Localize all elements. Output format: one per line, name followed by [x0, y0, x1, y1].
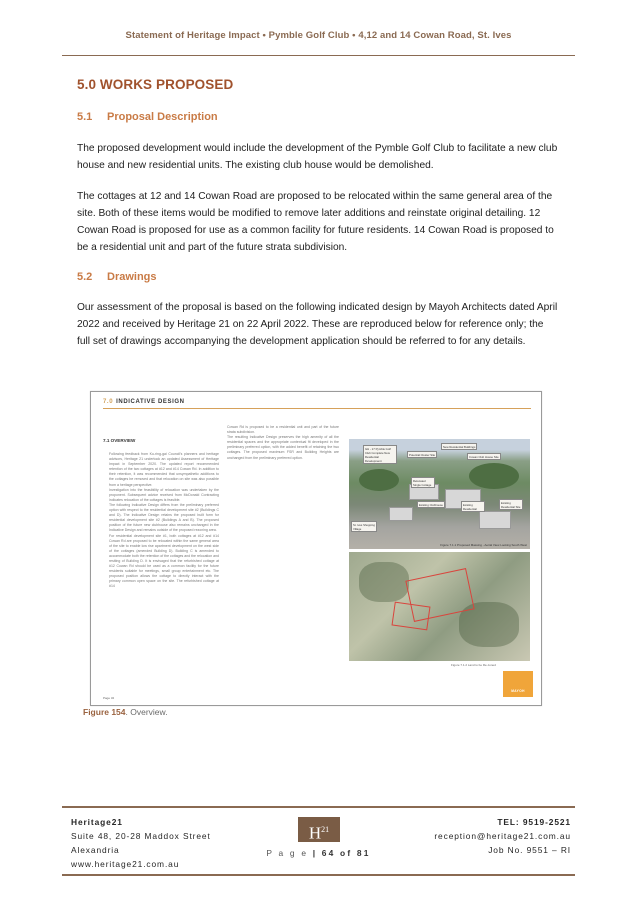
figure-inner-rule — [103, 408, 531, 409]
page-label: P a g e — [266, 848, 309, 858]
subsection-title: Drawings — [107, 271, 157, 283]
architect-logo-text: MAYOH — [511, 689, 525, 693]
photo-caption: Figure 7.1.1 Proposed Massing - Aerial View Looking South West — [440, 543, 527, 547]
page-count: 64 of 81 — [321, 848, 371, 858]
figure-caption — [83, 707, 168, 717]
paragraph-proposal: The proposed development would include the development of the Pymble Golf Club to facilitate a new club house and new residential units. The existing club house would be demolished. — [77, 143, 558, 171]
paragraph-drawings: Our assessment of the proposal is based on the following indicated design by Mayoh Architects dated April 2022 and received by Heritage 21 on 22 April 2022. These are reproduced below for reference only; the full set of drawings accompanying the development application should be referred to for any details. — [77, 302, 558, 347]
subsection-number: 5.2 — [77, 271, 93, 283]
running-header: Statement of Heritage Impact • Pymble Golf Club • 4,12 and 14 Cowan Road, St. Ives — [125, 30, 512, 41]
page-separator: | — [312, 848, 318, 858]
photo-building — [389, 507, 413, 521]
footer-rule-top — [62, 806, 575, 808]
logo-letter: H — [308, 823, 322, 843]
photo-label: New Residential Buildings — [443, 444, 476, 449]
figure-inner-title — [103, 399, 185, 405]
footer-website-link[interactable]: www.heritage21.com.au — [71, 859, 180, 869]
rezoning-site-map — [349, 552, 530, 661]
footer-email-link[interactable]: reception@heritage21.com.au — [434, 831, 571, 841]
subsection-number: 5.1 — [77, 111, 93, 123]
footer-rule-bottom — [62, 874, 575, 876]
photo-label: St. Ives Shopping Village — [351, 521, 377, 532]
section-title: 5.0 WORKS PROPOSED — [77, 77, 234, 92]
figure-caption-label: Figure 154 — [83, 707, 126, 717]
figure-inner-number: 7.0 — [103, 399, 114, 405]
figure-text-column-1: Following feedback from Ku-ring-gai Council's planners and heritage advisors, Heritage 21 undertook an updated Assessment of Heritage Impact in September 2020. The updated report recommended retention of the two cottages at #12 and #14 Cowan Rd. In addition to their retention, it was recommended that unsympathetic additions to the cottages be removed and that relocation on site was also possible from a heritage perspective. Investigation into the feasibility of relocation was undertaken by the proponent. Subsequent advice received from McDonald Contracting indicates relocation of the cottages is feasible. The following Indicative Design differs from the preliminary preferred option with respect to the residential development site #2 (Buildings C and D). The Indicative Design retains the proposed built form for residential development site #2 (Buildings A and B). The proposed position of the future new clubhouse also remains unchanged in the Indicative Design and remains outside of the proposed rezoning area. For residential development site #1, both cottages at #12 and #14 Cowan Rd are proposed to be relocated within the same general area of the site to enable low rise apartment development on the west side of the cottages (amended Building D). Building C is amended to accommodate both the retention of the cottages and the relocation and resiting of Building D. It is envisaged that the refurbished cottage at #12 Cowan Rd should be used as a common facility for the future residents suitable for meetings, small group entertainment etc. The proposed position allows the cottage to directly interact with the primary common open space on the site. The refurbished cottage at #14 — [109, 452, 219, 589]
map-rezone-boundary — [392, 602, 431, 631]
figure-inner-heading: INDICATIVE DESIGN — [116, 399, 185, 405]
footer-job-number: Job No. 9551 – RI — [488, 845, 571, 855]
photo-label: Existing Residential Site — [499, 499, 523, 510]
figure-overview-image — [90, 391, 542, 706]
photo-label: Relocated Single Cottage — [411, 477, 435, 488]
paragraph-cottages: The cottages at 12 and 14 Cowan Road are proposed to be relocated within the same general area of the site. Both of these items would be modified to remove later additions and reinstate original detailing. 12 Cowan Road is proposed for use as a common facility for future residents. 14 Cowan Road is proposed to be a residential unit and part of the future strata subdivision. — [77, 191, 554, 253]
photo-label: Existing Clubhouse — [419, 502, 443, 507]
map-caption: Figure 7.1.2 Land to be Re-zoned — [451, 663, 496, 667]
footer-telephone: TEL: 9519-2521 — [497, 817, 571, 827]
photo-tree-cluster — [359, 469, 399, 491]
footer-address-line-2: Alexandria — [71, 845, 120, 855]
aerial-massing-photo — [349, 439, 530, 549]
figure-inner-subtitle: 7.1 OVERVIEW — [103, 438, 136, 443]
subsection-heading-drawings — [77, 271, 157, 283]
heritage21-logo — [298, 817, 340, 842]
figure-page-footer: Page 32 — [103, 696, 115, 700]
footer-contact-right — [434, 815, 571, 857]
photo-label: Existing Residential — [461, 501, 485, 512]
footer-contact-left — [71, 815, 211, 871]
photo-tree-cluster — [469, 463, 519, 489]
photo-label: Potential Cluster Site — [409, 452, 436, 457]
photo-label: Cowan Club House Site — [469, 454, 499, 459]
figure-text-column-2: Cowan Rd is proposed to be a residential unit and part of the future strata subdivision. The resulting Indicative Design preserves the high amenity of all the residential spaces and the appropriate contextual fit developed in the preliminary preferred option, with the added benefit of retaining the two cottages. The proposed maximum FSR and Building Heights are unchanged from the preliminary preferred option. — [227, 425, 339, 460]
subsection-title: Proposal Description — [107, 111, 218, 123]
footer-address-line-1: Suite 48, 20-28 Maddox Street — [71, 831, 211, 841]
footer-firm-name: Heritage21 — [71, 817, 123, 827]
figure-caption-text: . Overview. — [125, 707, 168, 717]
logo-superscript: 21 — [321, 825, 330, 834]
header-rule — [62, 55, 575, 56]
map-vegetation — [359, 562, 409, 602]
architect-logo — [503, 671, 533, 697]
subsection-heading-proposal — [77, 111, 218, 123]
photo-label: GH - 17 Pymble Golf Club Complete New Residential Development — [363, 445, 397, 464]
photo-building — [479, 511, 511, 529]
